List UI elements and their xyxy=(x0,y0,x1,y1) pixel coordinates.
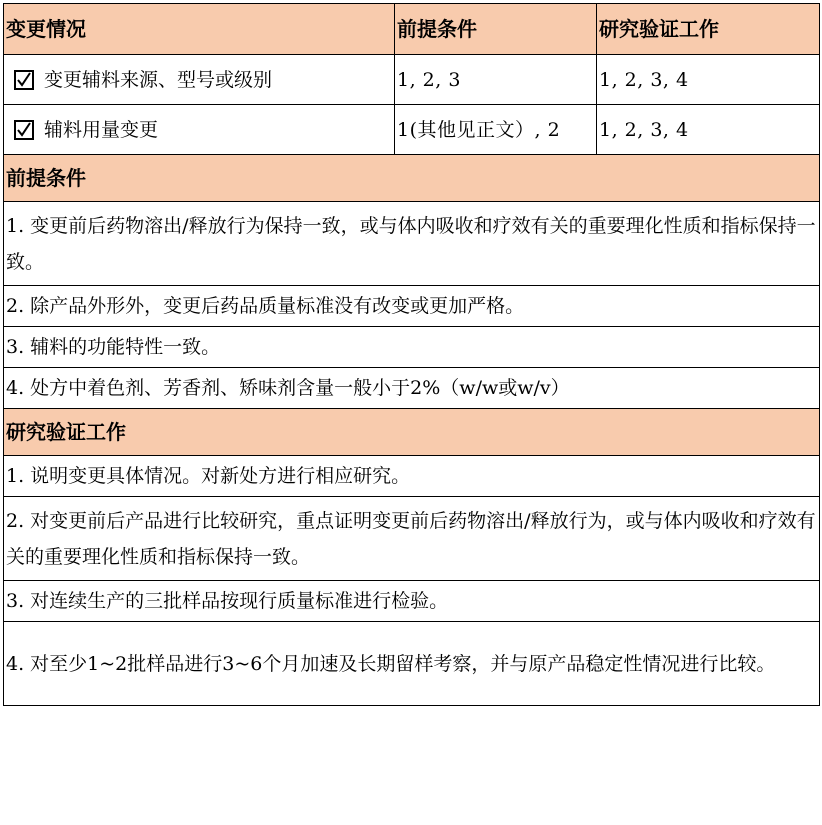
header-prereq: 前提条件 xyxy=(395,4,597,55)
list-item xyxy=(4,497,820,581)
list-item xyxy=(4,581,820,622)
change-cell xyxy=(4,55,395,105)
prereq-cell: 1, 2, 3 xyxy=(395,55,597,105)
list-item xyxy=(4,368,820,409)
change-label: 变更辅料来源、型号或级别 xyxy=(44,68,273,91)
prereq-item: 4. 处方中着色剂、芳香剂、矫味剂含量一般小于2%（w/w或w/v） xyxy=(4,368,820,409)
table-row xyxy=(4,55,820,105)
list-item xyxy=(4,456,820,497)
prereq-item: 2. 除产品外形外，变更后药品质量标准没有改变或更加严格。 xyxy=(4,286,820,327)
section-header-row xyxy=(4,409,820,456)
list-item xyxy=(4,327,820,368)
work-cell: 1, 2, 3, 4 xyxy=(597,105,820,155)
prereq-section-title: 前提条件 xyxy=(4,155,820,202)
work-section-title: 研究验证工作 xyxy=(4,409,820,456)
prereq-cell: 1(其他见正文）, 2 xyxy=(395,105,597,155)
work-item: 2. 对变更前后产品进行比较研究，重点证明变更前后药物溶出/释放行为，或与体内吸收和疗效有关的重要理化性质和指标保持一致。 xyxy=(4,497,820,581)
prereq-item: 1. 变更前后药物溶出/释放行为保持一致，或与体内吸收和疗效有关的重要理化性质和指标保持一致。 xyxy=(4,202,820,286)
header-work: 研究验证工作 xyxy=(597,4,820,55)
header-change: 变更情况 xyxy=(4,4,395,55)
change-table xyxy=(3,3,820,706)
change-cell xyxy=(4,105,395,155)
section-header-row xyxy=(4,155,820,202)
table-header-row xyxy=(4,4,820,55)
change-label: 辅料用量变更 xyxy=(44,118,159,141)
checkbox-checked-icon[interactable] xyxy=(14,70,34,90)
work-item: 4. 对至少1~2批样品进行3~6个月加速及长期留样考察，并与原产品稳定性情况进行比较。 xyxy=(4,622,820,706)
work-item: 3. 对连续生产的三批样品按现行质量标准进行检验。 xyxy=(4,581,820,622)
checkbox-checked-icon[interactable] xyxy=(14,120,34,140)
prereq-item: 3. 辅料的功能特性一致。 xyxy=(4,327,820,368)
list-item xyxy=(4,202,820,286)
work-item: 1. 说明变更具体情况。对新处方进行相应研究。 xyxy=(4,456,820,497)
work-cell: 1, 2, 3, 4 xyxy=(597,55,820,105)
table-row xyxy=(4,105,820,155)
list-item xyxy=(4,286,820,327)
list-item xyxy=(4,622,820,706)
